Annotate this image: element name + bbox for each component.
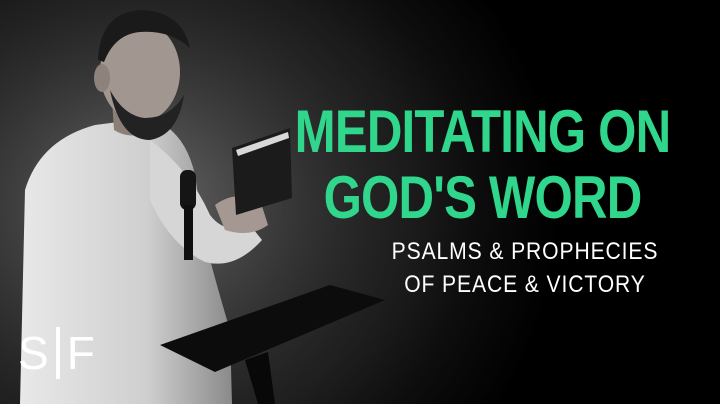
logo-letter-f: F <box>66 327 95 379</box>
title-line-2: GOD'S WORD <box>323 164 642 231</box>
subtitle-line-2: OF PEACE & VICTORY <box>404 271 646 298</box>
channel-logo <box>18 328 95 378</box>
subtitle-line-1: PSALMS & PROPHECIES <box>391 238 659 265</box>
title-line-1: MEDITATING ON <box>294 98 671 165</box>
logo-letter-s: S <box>18 327 49 379</box>
logo-divider <box>56 327 60 379</box>
